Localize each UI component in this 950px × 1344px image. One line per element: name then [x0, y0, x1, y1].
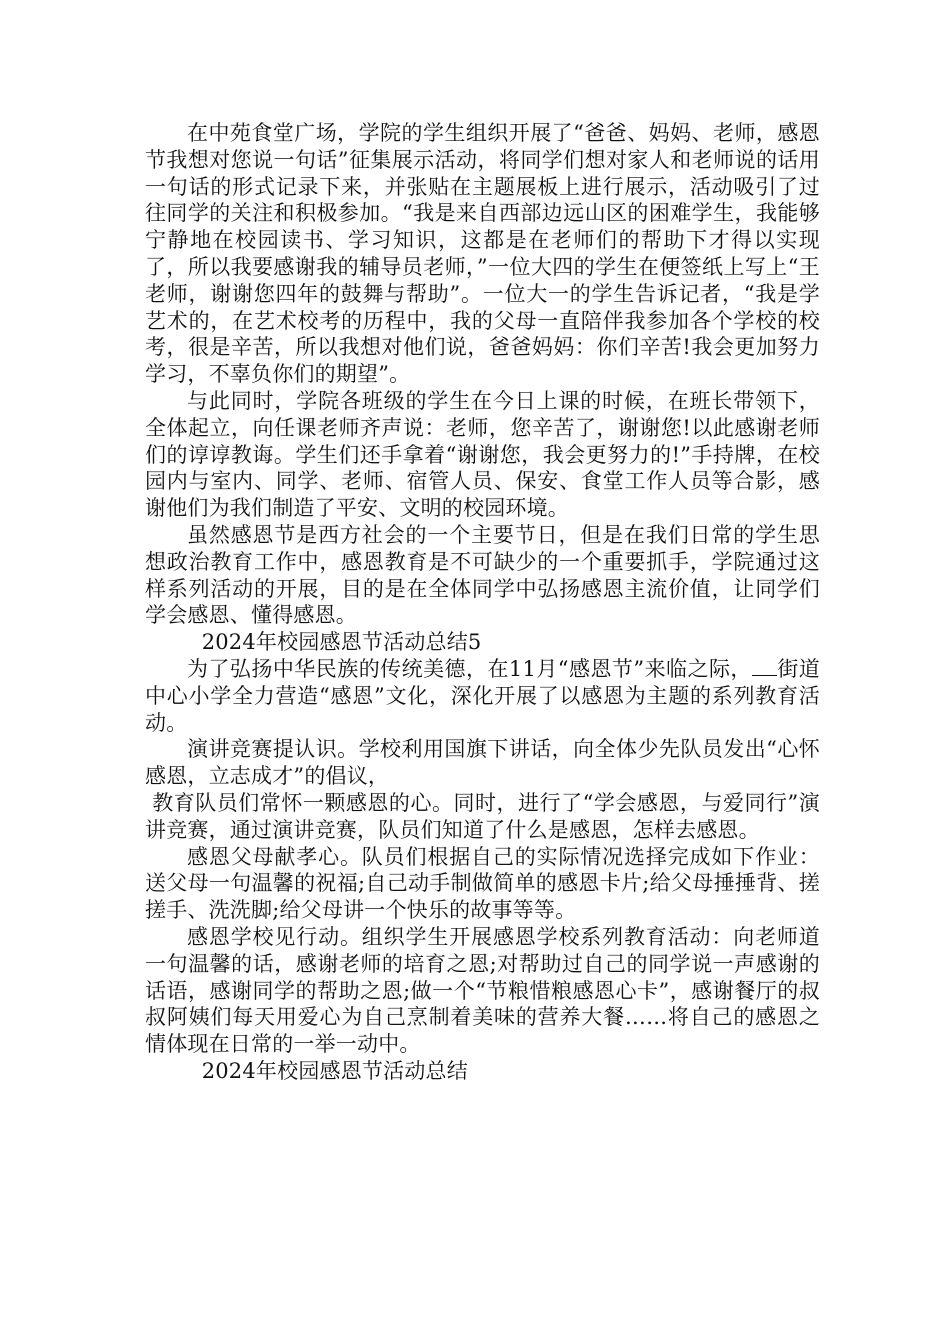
paragraph-class-thanks: 与此同时，学院各班级的学生在今日上课的时候，在班长带领下，全体起立，向任课老师齐声说：老师，您辛苦了，谢谢您!以此感谢老师们的谆谆教诲。学生们还手拿着“谢谢您，我会更努力的!”手持牌，在校园内与室内、同学、老师、宿管人员、保安、食堂工作人员等合影，感谢他们为我们制造了平安、文明的校园环境。 — [145, 388, 820, 521]
section-heading-end: 2024年校园感恩节活动总结 — [201, 1058, 468, 1083]
paragraph-speech-contest: 演讲竞赛提认识。学校利用国旗下讲话，向全体少先队员发出“心怀感恩，立志成才”的倡议， — [145, 737, 820, 789]
paragraph-intro-5 — [145, 656, 820, 736]
paragraph-speech-contest-cont: 教育队员们常怀一颗感恩的心。同时，进行了“学会感恩，与爱同行”演讲竞赛，通过演讲竞赛，队员们知道了什么是感恩，怎样去感恩。 — [145, 790, 820, 842]
blank-underline — [752, 656, 777, 676]
section-heading-5: 2024年校园感恩节活动总结5 — [201, 630, 482, 655]
paragraph-canteen-activity: 在中苑食堂广场，学院的学生组织开展了“爸爸、妈妈、老师，感恩节我想对您说一句话”征集展示活动，将同学们想对家人和老师说的话用一句话的形式记录下来，并张贴在主题展板上进行展示，活动吸引了过往同学的关注和积极参加。“我是来自西部边远山区的困难学生，我能够宁静地在校园读书、学习知识，这都是在老师们的帮助下才得以实现了，所以我要感谢我的辅导员老师，”一位大四的学生在便签纸上写上“王老师，谢谢您四年的鼓舞与帮助”。一位大一的学生告诉记者，“我是学艺术的，在艺术校考的历程中，我的父母一直陪伴我参加各个学校的校考，很是辛苦，所以我想对他们说，爸爸妈妈：你们辛苦!我会更加努力学习，不辜负你们的期望”。 — [145, 121, 820, 387]
paragraph-school-action: 感恩学校见行动。组织学生开展感恩学校系列教育活动：向老师道一句温馨的话，感谢老师的培育之恩;对帮助过自己的同学说一声感谢的话语，感谢同学的帮助之恩;做一个“节粮惜粮感恩心卡”，感谢餐厅的叔叔阿姨们每天用爱心为自己烹制着美味的营养大餐……将自己的感恩之情体现在日常的一举一动中。 — [145, 924, 820, 1057]
document-body — [145, 120, 820, 1085]
paragraph-gratitude-education: 虽然感恩节是西方社会的一个主要节日，但是在我们日常的学生思想政治教育工作中，感恩教育是不可缺少的一个重要抓手，学院通过这样系列活动的开展，目的是在全体同学中弘扬感恩主流价值，让同学们学会感恩、懂得感恩。 — [145, 522, 820, 628]
intro-text-part1: 为了弘扬中华民族的传统美德，在11月“感恩节”来临之际， — [187, 656, 752, 681]
paragraph-parents: 感恩父母献孝心。队员们根据自己的实际情况选择完成如下作业：送父母一句温馨的祝福;自己动手制做简单的感恩卡片;给父母捶捶背、搓搓手、洗洗脚;给父母讲一个快乐的故事等等。 — [145, 844, 820, 923]
intro-text-part2: 街道中心小学全力营造“感恩”文化，深化开展了以感恩为主题的系列教育活动。 — [145, 656, 821, 735]
